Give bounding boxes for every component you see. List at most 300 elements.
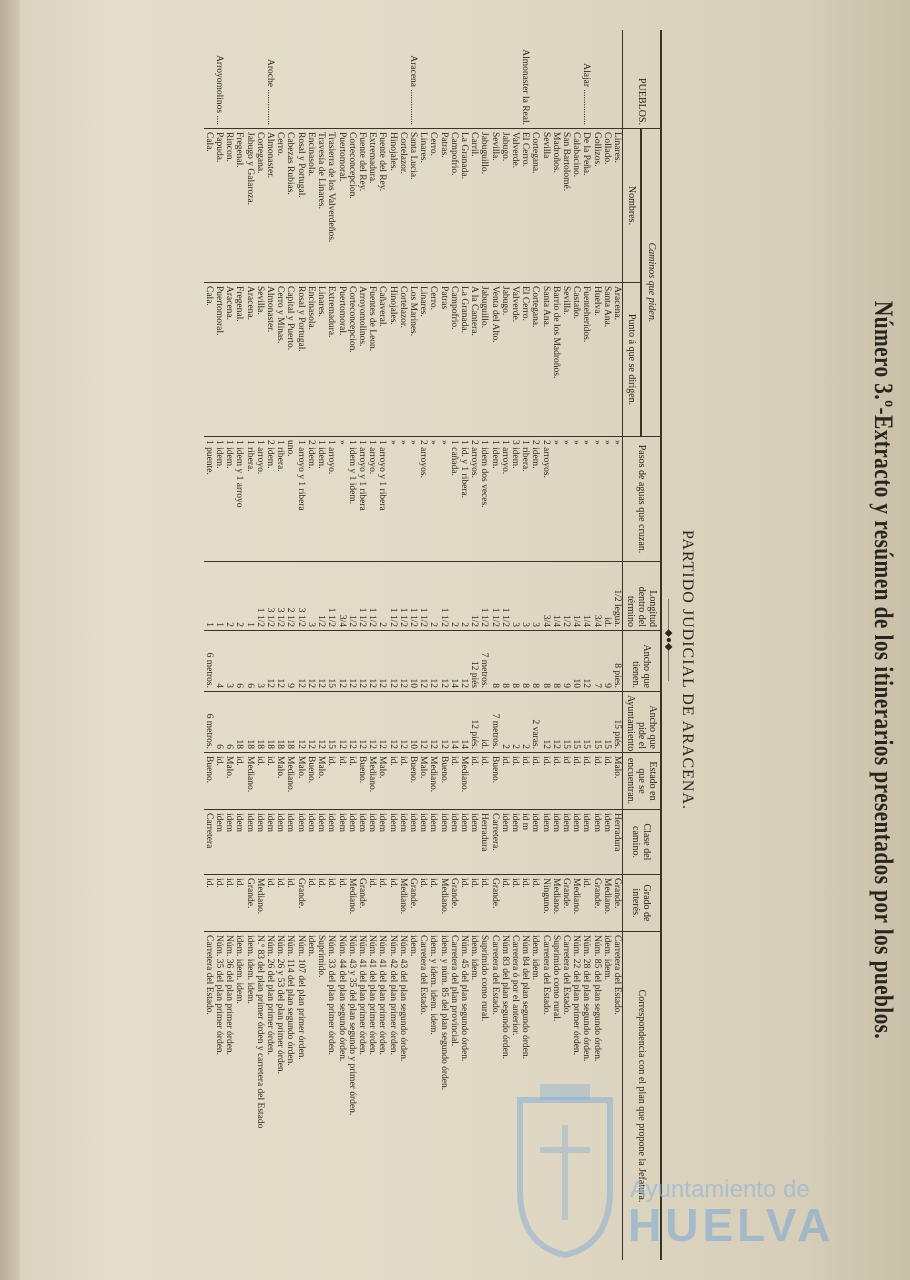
cell-punto: Almonaster. [265,283,275,437]
cell-long: 1 1/2 [500,562,510,631]
cell-punto: Rosal y Portugal. [296,283,306,437]
cell-long: 1 1/2 [489,562,499,631]
cell-corr: Carretera del Estado. [204,932,214,1261]
cell-estado: Malo. [612,753,623,810]
cell-clase: idem [336,810,346,875]
cell-punto: Sevilla. [561,283,571,437]
cell-punto: Barrio de los Madroños. [551,283,561,437]
cell-pide: 18 [244,692,254,753]
cell-pasos: 1 ribera. [275,437,285,562]
cell-pasos: » [591,437,601,562]
watermark-line1: Ayuntamiento de [630,1176,810,1203]
cell-punto: Arroyomolinos. [357,283,367,437]
cell-estado: id. [326,753,336,810]
cell-ancho: 6 [234,631,244,692]
cell-punto: Valverde. [510,283,520,437]
cell-pasos: » [336,437,346,562]
cell-grado: id. [326,875,336,932]
cell-punto: Los Marines. [408,283,418,437]
cell-nombre: Cala. [204,129,214,283]
cell-pide: 2 varas. [530,692,540,753]
cell-pide: 2 [510,692,520,753]
cell-estado: Mediano. [244,753,254,810]
table-row [551,30,561,1260]
cell-long: 1/2 [561,562,571,631]
cell-pide: 14 [459,692,469,753]
cell-pasos: » [438,437,448,562]
cell-punto: Puertomoral. [214,283,224,437]
cell-grado: id. [387,875,397,932]
cell-muni [571,30,581,129]
cell-pasos: 2 arroyos. [540,437,550,562]
cell-estado: Bueno. [204,753,214,810]
cell-corr: idem. idem. [602,932,612,1261]
cell-clase: idem [561,810,571,875]
cell-nombre: Cabezas Rubias. [285,129,295,283]
table-row [571,30,581,1260]
cell-grado: Grande. [612,875,623,932]
cell-nombre: Fregenal. [234,129,244,283]
cell-estado: id. [500,753,510,810]
cell-estado: Malo. [275,753,285,810]
cell-long: 3 [510,562,520,631]
cell-pasos: 2 arroyos. [469,437,479,562]
cell-clase: idem [408,810,418,875]
cell-ancho: 8 [530,631,540,692]
cell-muni: Arroyomolinos .... [214,55,225,125]
cell-nombre: Rincon. [224,129,234,283]
cell-grado: id. [275,875,285,932]
cell-long: 1/4 [551,562,561,631]
cell-ancho: 12 [316,631,326,692]
table-row [306,30,316,1260]
cell-ancho: 14 [449,631,459,692]
cell-clase: idem [275,810,285,875]
cell-nombre: Papuda. [214,129,224,283]
cell-ancho: 12 [398,631,408,692]
cell-muni [398,30,408,129]
cell-pasos: » [561,437,571,562]
cell-estado: id. [551,753,561,810]
cell-ancho: 10 [408,631,418,692]
cell-muni [591,30,601,129]
cell-pasos: 2 idem. [265,437,275,562]
cell-grado: id. [224,875,234,932]
table-row [408,30,418,1260]
cell-long: 1/4 [571,562,581,631]
header-ancho-tienen: Ancho que tienen. [623,631,662,692]
cell-estado: id. [602,753,612,810]
cell-nombre: Valverde. [510,129,520,283]
cell-nombre: Hinojales. [387,129,397,283]
cell-pasos: » [612,437,623,562]
cell-corr: Carretera del Estado. [612,932,623,1261]
cell-corr: Núm. 41 del plan primer órden. [377,932,387,1261]
cell-pide: 12 [428,692,438,753]
cell-punto: Hinojales. [387,283,397,437]
cell-nombre: Rosal y Portugal. [296,129,306,283]
cell-corr: Suprimido. [316,932,326,1261]
cell-muni [469,30,479,129]
cell-pasos: 1 idem. [316,437,326,562]
cell-ancho: 12 piés [469,631,479,692]
cell-long: 3 [520,562,530,631]
table-row [285,30,295,1260]
cell-ancho: 12 [387,631,397,692]
cell-corr: N.º 83 del plan primer órden y carretera del Estado [255,932,265,1261]
cell-punto: Encinasola. [306,283,316,437]
cell-grado: id. [214,875,224,932]
cell-nombre: San Bartolomé. [561,129,571,283]
cell-grado: id. [377,875,387,932]
cell-grado: Grande. [296,875,306,932]
cell-clase: idem [581,810,591,875]
cell-corr: Carretera del Estado. [540,932,550,1261]
cell-pide: 15 [581,692,591,753]
cell-corr: Núm. 26 y 53 del plan primer órden. [275,932,285,1261]
cell-nombre: Cerro. [428,129,438,283]
cell-ancho: 12 [367,631,377,692]
cell-pasos: 1 puente. [204,437,214,562]
cell-grado: Grande. [489,875,499,932]
cell-muni [561,30,571,129]
cell-punto: Corteconcepcion. [347,283,357,437]
cell-punto: Cerro. [428,283,438,437]
table-row [357,30,367,1260]
itinerary-table [204,30,662,1260]
cell-pide: 15 [561,692,571,753]
cell-nombre: Trasierra de los Valverdeños. [326,129,336,283]
cell-pasos: » [428,437,438,562]
cell-nombre: El Cerro. [520,129,530,283]
cell-muni [306,30,316,129]
cell-pasos: » [408,437,418,562]
cell-punto: Aracena. [244,283,254,437]
cell-corr: Núm. 33 del plan primer órden. [326,932,336,1261]
cell-pasos: » [602,437,612,562]
cell-pasos: » [398,437,408,562]
cell-grado: id. [510,875,520,932]
cell-nombre: Patras. [438,129,448,283]
cell-estado: id. [347,753,357,810]
cell-estado: Malo. [316,753,326,810]
cell-grado: id. [306,875,316,932]
cell-estado: Bueno. [438,753,448,810]
cell-corr: Núm. 43 del plan segundo órden. [398,932,408,1261]
table-row [347,30,357,1260]
cell-long: 1 1/2 [326,562,336,631]
cell-grado: id. [265,875,275,932]
cell-muni [438,30,448,129]
cell-nombre: Sevilla [540,129,550,283]
cell-nombre: Calabacino. [571,129,581,283]
cell-muni [530,30,540,129]
cell-corr: Núm. 36 del plan primer órden. [224,932,234,1261]
header-grado: Grado de interés. [623,875,662,932]
cell-long: 2 1/2 [285,562,295,631]
cell-punto: Cortegana. [530,283,540,437]
table-row [234,30,244,1260]
table-row [479,30,489,1260]
cell-muni [234,30,244,129]
cell-grado: Mediano. [398,875,408,932]
cell-pide: 12 [296,692,306,753]
cell-muni [387,30,397,129]
cell-long: 1/4 [581,562,591,631]
cell-long: 1 1/2 [479,562,489,631]
cell-nombre: La Granada. [459,129,469,283]
cell-ancho: 6 [244,631,254,692]
cell-pide: 6 [214,692,224,753]
cell-muni [275,30,285,129]
table-row [398,30,408,1260]
cell-corr: Núm. 28 del plan segundo órden. [581,932,591,1261]
cell-ancho: 12 [459,631,469,692]
cell-punto: Cañaveral. [377,283,387,437]
cell-pide: 18 [265,692,275,753]
cell-clase: Herradura [612,810,623,875]
cell-clase: idem [418,810,428,875]
cell-clase: idem [540,810,550,875]
cell-clase: idem [347,810,357,875]
cell-long: 2 [449,562,459,631]
cell-ancho: 7 metros. [479,631,489,692]
cell-muni [551,30,561,129]
cell-grado: id. [316,875,326,932]
cell-pasos: 2 idem. [530,437,540,562]
cell-clase: idem [296,810,306,875]
cell-long: 1/2 legua. [612,562,623,631]
cell-estado: Malo. [224,753,234,810]
cell-pasos: 1 arroyo y 1 ribera [296,437,306,562]
cell-long: 1 1/2 [357,562,367,631]
cell-punto: Venta del Alto. [489,283,499,437]
cell-punto: Jabuguillo. [479,283,489,437]
cell-pide: 12 [336,692,346,753]
cell-muni [347,30,357,129]
cell-muni [326,30,336,129]
cell-nombre: Encinasola. [306,129,316,283]
cell-nombre: Cerro. [275,129,285,283]
cell-nombre: Cortegana. [530,129,540,283]
cell-corr: idem. y idem. idem. idem. [428,932,438,1261]
cell-clase: Herradura [479,810,489,875]
cell-clase: idem [367,810,377,875]
table-row [326,30,336,1260]
cell-ancho: 12 [306,631,316,692]
cell-long: 1 [244,562,254,631]
cell-clase: idem [530,810,540,875]
cell-pasos: 1 arroyo y 1 ribera [357,437,367,562]
cell-muni [367,30,377,129]
cell-clase: idem [306,810,316,875]
header-pueblos: PUEBLOS. [623,30,662,129]
cell-punto: Fuenteheridos. [581,283,591,437]
cell-corr: Núm. 107 del plan primer órden. [296,932,306,1261]
cell-ancho: 12 [438,631,448,692]
cell-muni [224,30,234,129]
cell-long: 1 1/2 [398,562,408,631]
coat-of-arms-icon [510,1080,620,1260]
cell-clase: idem [500,810,510,875]
cell-corr: Núm. 42 del plan primer órden. [387,932,397,1261]
cell-clase: idem [469,810,479,875]
cell-ancho: 8 [520,631,530,692]
cell-clase: idem [602,810,612,875]
cell-corr: idem. y núm. 85 del plan segundo órden. [438,932,448,1261]
table-row [530,30,540,1260]
cell-pide: 2 [500,692,510,753]
cell-muni: Alajar ............... [581,63,592,125]
cell-pasos: 2 arroyos. [418,437,428,562]
cell-grado: Mediano. [347,875,357,932]
cell-corr: Núm. 22 del plan primer órden. [571,932,581,1261]
cell-long: 3/4 [336,562,346,631]
cell-grado: id. [530,875,540,932]
cell-ancho: 10 [571,631,581,692]
cell-pide: 18 [255,692,265,753]
cell-pasos: 1 ribera. [244,437,254,562]
cell-long: 2 [224,562,234,631]
cell-grado: Mediano. [255,875,265,932]
cell-muni [255,30,265,129]
cell-corr: idem. idem. [530,932,540,1261]
cell-nombre: Fuente del Rey. [377,129,387,283]
cell-clase: idem [214,810,224,875]
cell-punto: Fregenal. [234,283,244,437]
cell-ancho: 12 [265,631,275,692]
cell-punto: Capital y Puerto. [285,283,295,437]
cell-clase: idem [591,810,601,875]
cell-grado: id. [479,875,489,932]
cell-pide: 12 [316,692,326,753]
cell-clase: idem [234,810,244,875]
cell-long: id. [602,562,612,631]
cell-pasos: 1 idem. [489,437,499,562]
cell-pide: 12 [387,692,397,753]
cell-grado: id. [500,875,510,932]
cell-nombre: Collado. [602,129,612,283]
cell-grado: Ninguno. [540,875,550,932]
cell-estado: Bueno. [357,753,367,810]
table-row [581,30,591,1260]
cell-pide: id. [479,692,489,753]
cell-pide: 14 [449,692,459,753]
cell-muni [510,30,520,129]
cell-grado: Grande. [244,875,254,932]
cell-clase: idem [449,810,459,875]
cell-nombre: Cortelazor. [398,129,408,283]
cell-long: 1 1/2 [255,562,265,631]
cell-muni [296,30,306,129]
cell-grado: id. [234,875,244,932]
cell-clase: idem [265,810,275,875]
cell-muni: Almonaster la Real. [520,49,531,125]
cell-corr: Núm. 114 del plan segundo órden. [285,932,295,1261]
cell-punto: Sevilla. [255,283,265,437]
cell-punto: Extremadura. [326,283,336,437]
cell-grado: Grande. [449,875,459,932]
cell-estado: id. [591,753,601,810]
cell-nombre: Carril. [469,129,479,283]
cell-estado: Mediano. [459,753,469,810]
cell-grado: Grande. [408,875,418,932]
cell-punto: La Granada. [459,283,469,437]
cell-pide: 15 [591,692,601,753]
cell-punto: Patras [438,283,448,437]
cell-clase: idem [398,810,408,875]
cell-clase: idem [244,810,254,875]
cell-grado: id. [367,875,377,932]
cell-long: 3 1/2 [265,562,275,631]
cell-long: 1 1/2 [438,562,448,631]
cell-estado: id. [449,753,459,810]
cell-muni [428,30,438,129]
cell-estado: id. [540,753,550,810]
cell-clase: idem [255,810,265,875]
cell-nombre: Corteconcepcion. [347,129,357,283]
cell-pide: 15 piés. [612,692,623,753]
cell-estado: id. [469,753,479,810]
cell-estado: Mediano. [285,753,295,810]
cell-nombre: Linares. [612,129,623,283]
cell-long: 3 [530,562,540,631]
cell-corr: idem. [408,932,418,1261]
table-row [214,30,224,1260]
table-row [469,30,479,1260]
cell-clase: idem [428,810,438,875]
cell-punto: Aracena. [224,283,234,437]
header-nombres: Nombres. [623,129,642,283]
table-row [244,30,254,1260]
cell-pasos: 1 idem dos veces. [479,437,489,562]
cell-clase: idem [377,810,387,875]
cell-grado: Mediano. [551,875,561,932]
cell-muni [204,30,214,129]
cell-clase: idem [224,810,234,875]
table-row [316,30,326,1260]
cell-nombre: Almonaster. [265,129,275,283]
cell-ancho: 3 [224,631,234,692]
cell-corr: Carretera ó por el anterior. [510,932,520,1261]
cell-estado: id. [510,753,520,810]
cell-estado: id [561,753,571,810]
table-row [489,30,499,1260]
cell-pasos: 1 cañada. [449,437,459,562]
cell-muni [316,30,326,129]
cell-muni [479,30,489,129]
cell-nombre: Gollizos. [591,129,601,283]
cell-estado: id. [214,753,224,810]
header-ancho-pide: Ancho que pide el Ayuntamiento. [623,692,662,753]
cell-long: 1/2 [347,562,357,631]
cell-punto: Santa Ana. [540,283,550,437]
cell-pide: 7 metros. [489,692,499,753]
cell-nombre: Jabugo. [500,129,510,283]
cell-pide: 18 [285,692,295,753]
cell-nombre: Sevilla. [489,129,499,283]
cell-corr: Núm. 26 del plan primer órden. [265,932,275,1261]
cell-ancho: 8 [510,631,520,692]
cell-muni: Aracena ............... [407,55,418,125]
cell-pasos: 1 idem. [214,437,224,562]
table-row [255,30,265,1260]
cell-pasos: 1 arroyo. [500,437,510,562]
cell-ancho: 12 [377,631,387,692]
cell-corr: Núm. 35 del plan primer órden. [214,932,224,1261]
cell-corr: Núm. 85 del plan segundo órden. [591,932,601,1261]
cell-pasos: 1 idem y 1 arroyo [234,437,244,562]
